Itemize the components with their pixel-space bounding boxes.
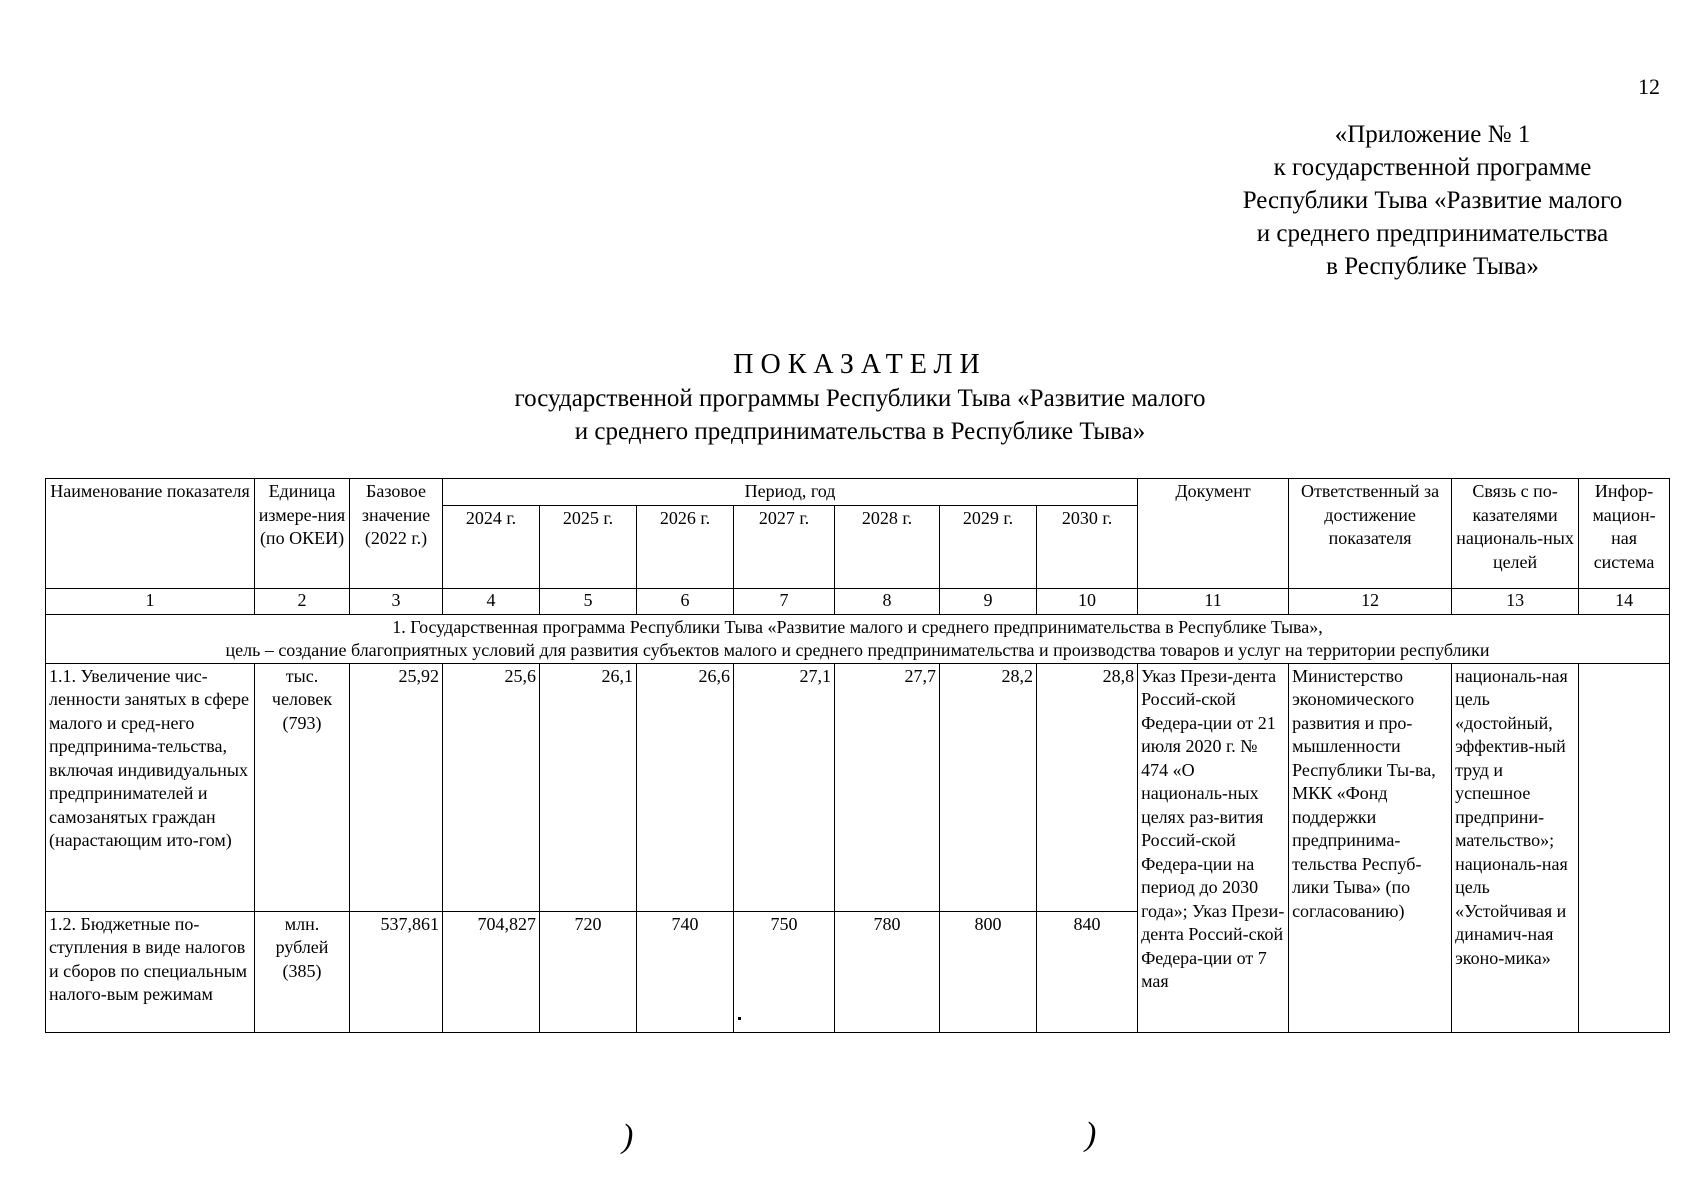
column-number: 11 xyxy=(1138,588,1289,614)
document-title xyxy=(380,348,1340,448)
section-line: цель – создание благоприятных условий для развития субъектов малого и среднего предпринимательства и производства товаров и услуг на территории республики xyxy=(225,639,1490,660)
header-link: Связь с по-казателями националь-ных целей xyxy=(1452,479,1579,589)
responsible-cell: Министерство экономического развития и про-мышленности Республики Ты-ва, МКК «Фонд поддержки предпринима-тельства Респуб-лики Тыва» (по согласованию) xyxy=(1289,663,1452,1032)
indicator-value: 800 xyxy=(940,911,1037,1032)
header-period: Период, год xyxy=(443,479,1138,506)
document-cell: Указ Прези-дента Россий-ской Федера-ции от 21 июля 2020 г. № 474 «О националь-ных целях раз-вития Россий-ской Федера-ции на период до 2030 года»; Указ Прези-дента Россий-ской Федера-ции от 7 мая xyxy=(1138,663,1289,1032)
indicator-base: 25,92 xyxy=(350,663,443,911)
indicator-value: 740 xyxy=(637,911,734,1032)
header-base: Базовое значение (2022 г.) xyxy=(350,479,443,589)
scan-mark: ) xyxy=(622,1118,634,1155)
column-number: 10 xyxy=(1037,588,1138,614)
national-goals-cell: националь-ная цель «достойный, эффектив-ный труд и успешное предприни-мательство»; националь-ная цель «Устойчивая и динамич-ная эконо-мика» xyxy=(1452,663,1579,1032)
header-year: 2030 г. xyxy=(1037,505,1138,588)
indicator-value: 28,8 xyxy=(1037,663,1138,911)
header-row xyxy=(46,479,1670,506)
indicator-value: 27,1 xyxy=(734,663,835,911)
column-number: 3 xyxy=(350,588,443,614)
column-number: 12 xyxy=(1289,588,1452,614)
appendix-line: «Приложение № 1 xyxy=(1334,121,1531,148)
indicator-value: 750 xyxy=(734,911,835,1032)
indicator-name: 1.1. Увеличение чис-ленности занятых в сфере малого и сред-него предпринима-тельства, включая индивидуальных предпринимателей и самозанятых граждан (нарастающим ито-гом) xyxy=(46,663,255,911)
appendix-block xyxy=(1195,118,1670,283)
column-numbers-row xyxy=(46,588,1670,614)
indicator-value: 28,2 xyxy=(940,663,1037,911)
header-info-system: Инфор-мацион-ная система xyxy=(1579,479,1670,589)
title-line: и среднего предпринимательства в Республике Тыва» xyxy=(574,418,1146,445)
column-number: 9 xyxy=(940,588,1037,614)
appendix-line: и среднего предпринимательства xyxy=(1256,220,1609,247)
indicator-value: 26,1 xyxy=(540,663,637,911)
header-unit: Единица измере-ния (по ОКЕИ) xyxy=(255,479,350,589)
header-year: 2029 г. xyxy=(940,505,1037,588)
indicator-unit: млн. рублей (385) xyxy=(255,911,350,1032)
header-year: 2027 г. xyxy=(734,505,835,588)
column-number: 7 xyxy=(734,588,835,614)
column-number: 6 xyxy=(637,588,734,614)
header-name: Наименование показателя xyxy=(46,479,255,589)
page-number: 12 xyxy=(1638,74,1660,99)
info-system-cell xyxy=(1579,663,1670,1032)
column-number: 14 xyxy=(1579,588,1670,614)
appendix-line: к государственной программе xyxy=(1273,154,1592,181)
header-year: 2026 г. xyxy=(637,505,734,588)
indicator-value: 840 xyxy=(1037,911,1138,1032)
indicator-name: 1.2. Бюджетные по-ступления в виде налогов и сборов по специальным налого-вым режимам xyxy=(46,911,255,1032)
indicator-value: 704,827 xyxy=(443,911,540,1032)
indicator-value: 27,7 xyxy=(835,663,940,911)
header-document: Документ xyxy=(1138,479,1289,589)
column-number: 8 xyxy=(835,588,940,614)
header-year: 2025 г. xyxy=(540,505,637,588)
appendix-line: в Республике Тыва» xyxy=(1326,253,1539,280)
scan-dot-mark xyxy=(738,1017,741,1020)
column-number: 4 xyxy=(443,588,540,614)
column-number: 13 xyxy=(1452,588,1579,614)
appendix-line: Республики Тыва «Развитие малого xyxy=(1242,187,1623,214)
section-line: 1. Государственная программа Республики Тыва «Развитие малого и среднего предпринимательства в Республике Тыва», xyxy=(392,616,1323,637)
table-row xyxy=(46,663,1670,911)
column-number: 1 xyxy=(46,588,255,614)
indicator-value: 720 xyxy=(540,911,637,1032)
header-year: 2028 г. xyxy=(835,505,940,588)
section-heading xyxy=(46,614,1670,663)
section-row xyxy=(46,614,1670,663)
indicators-table xyxy=(45,478,1670,1033)
indicator-value: 25,6 xyxy=(443,663,540,911)
header-year: 2024 г. xyxy=(443,505,540,588)
column-number: 2 xyxy=(255,588,350,614)
title-main: ПОКАЗАТЕЛИ xyxy=(733,349,987,380)
indicator-unit: тыс. человек (793) xyxy=(255,663,350,911)
indicator-value: 26,6 xyxy=(637,663,734,911)
header-responsible: Ответственный за достижение показателя xyxy=(1289,479,1452,589)
column-number: 5 xyxy=(540,588,637,614)
scan-mark: ) xyxy=(1085,1116,1097,1153)
indicator-base: 537,861 xyxy=(350,911,443,1032)
title-line: государственной программы Республики Тыва «Развитие малого xyxy=(514,385,1206,412)
indicator-value: 780 xyxy=(835,911,940,1032)
